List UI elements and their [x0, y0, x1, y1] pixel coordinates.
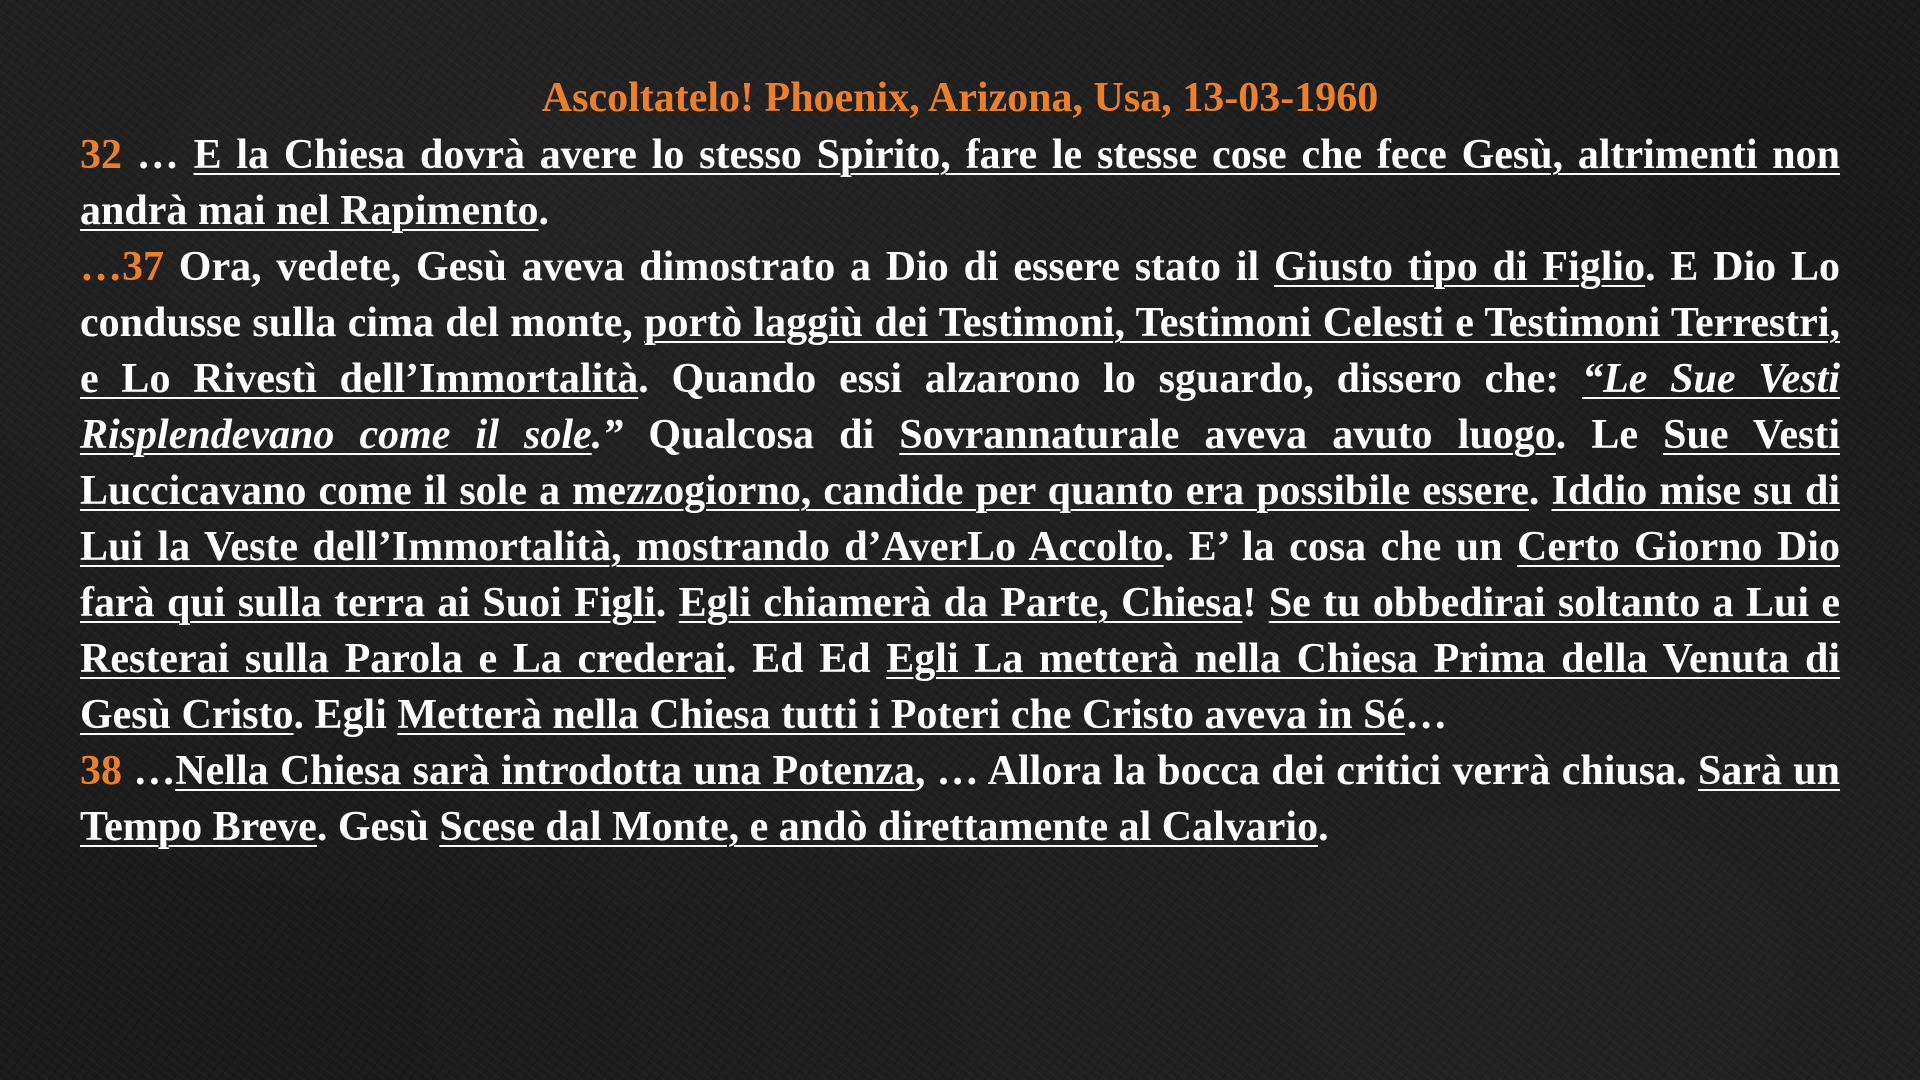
paragraph-2 — [80, 239, 1840, 743]
underlined-phrase: portò laggiù dei Testimoni, Testimoni Celesti e Testimoni Terrestri, e Lo Rivestì dell’Immortalità — [80, 300, 1840, 402]
paragraph-1 — [80, 127, 1840, 239]
text-segment: . Egli — [293, 692, 398, 738]
text-segment: . E’ la cosa che un — [1163, 524, 1518, 570]
underlined-phrase: Sovrannaturale aveva avuto luogo — [899, 412, 1556, 458]
underlined-phrase: E la Chiesa dovrà avere lo stesso Spirito, fare le stesse cose che fece Gesù, altrimenti non andrà mai nel Rapimento — [80, 132, 1840, 234]
text-segment: Ora, vedete, Gesù aveva dimostrato a Dio di essere stato il — [164, 244, 1274, 290]
text-segment: . Le — [1555, 412, 1664, 458]
text-segment: … — [122, 132, 194, 178]
text-segment: . — [1318, 804, 1329, 850]
underlined-phrase: “Le Sue Vesti Risplendevano come il sole — [80, 356, 1840, 458]
text-segment: … — [1405, 692, 1448, 738]
text-segment: . — [655, 580, 679, 626]
underlined-phrase: Sarà un Tempo Breve — [80, 748, 1840, 850]
text-segment: . Gesù — [316, 804, 440, 850]
text-segment: .” — [591, 412, 624, 458]
underlined-phrase: Nella Chiesa sarà introdotta una Potenza — [175, 748, 915, 794]
underlined-phrase: Egli La metterà nella Chiesa Prima della Venuta di Gesù Cristo — [80, 636, 1841, 738]
paragraph-number: …37 — [80, 244, 164, 290]
underlined-phrase: Scese dal Monte, e andò direttamente al Calvario — [439, 804, 1319, 850]
text-segment: . — [1528, 468, 1552, 514]
text-segment: , … Allora la bocca dei critici verrà chiusa. — [914, 748, 1698, 794]
paragraph-3 — [80, 743, 1840, 855]
underlined-phrase: Sue Vesti Luccicavano come il sole a mezzogiorno, candide per quanto era possibile essere — [80, 412, 1840, 514]
text-segment: ! — [1242, 580, 1269, 626]
slide-title: Ascoltatelo! Phoenix, Arizona, Usa, 13-03-1960 — [541, 75, 1379, 121]
text-segment: … — [122, 748, 176, 794]
paragraph-number: 32 — [80, 132, 122, 178]
text-segment: . E Dio Lo condusse sulla cima del monte, — [80, 244, 1840, 346]
underlined-phrase: Certo Giorno Dio farà qui sulla terra ai Suoi Figli — [80, 524, 1840, 626]
underlined-phrase: Metterà nella Chiesa tutti i Poteri che Cristo aveva in Sé — [397, 692, 1406, 738]
text-segment: . — [538, 188, 550, 234]
text-segment: . Ed Ed — [726, 636, 887, 682]
paragraph-number: 38 — [80, 748, 122, 794]
underlined-phrase: Egli chiamerà da Parte, Chiesa — [678, 580, 1243, 626]
quote-body — [80, 127, 1840, 855]
underlined-phrase: Giusto tipo di Figlio — [1273, 244, 1646, 290]
underlined-phrase: Iddio mise su di Lui la Veste dell’Immortalità, mostrando d’AverLo Accolto — [80, 468, 1840, 570]
text-segment: . Quando essi alzarono lo sguardo, dissero che: — [638, 356, 1583, 402]
underlined-phrase: Se tu obbedirai soltanto a Lui e Resterai sulla Parola e La crederai — [80, 580, 1841, 682]
text-segment: Qualcosa di — [623, 412, 900, 458]
